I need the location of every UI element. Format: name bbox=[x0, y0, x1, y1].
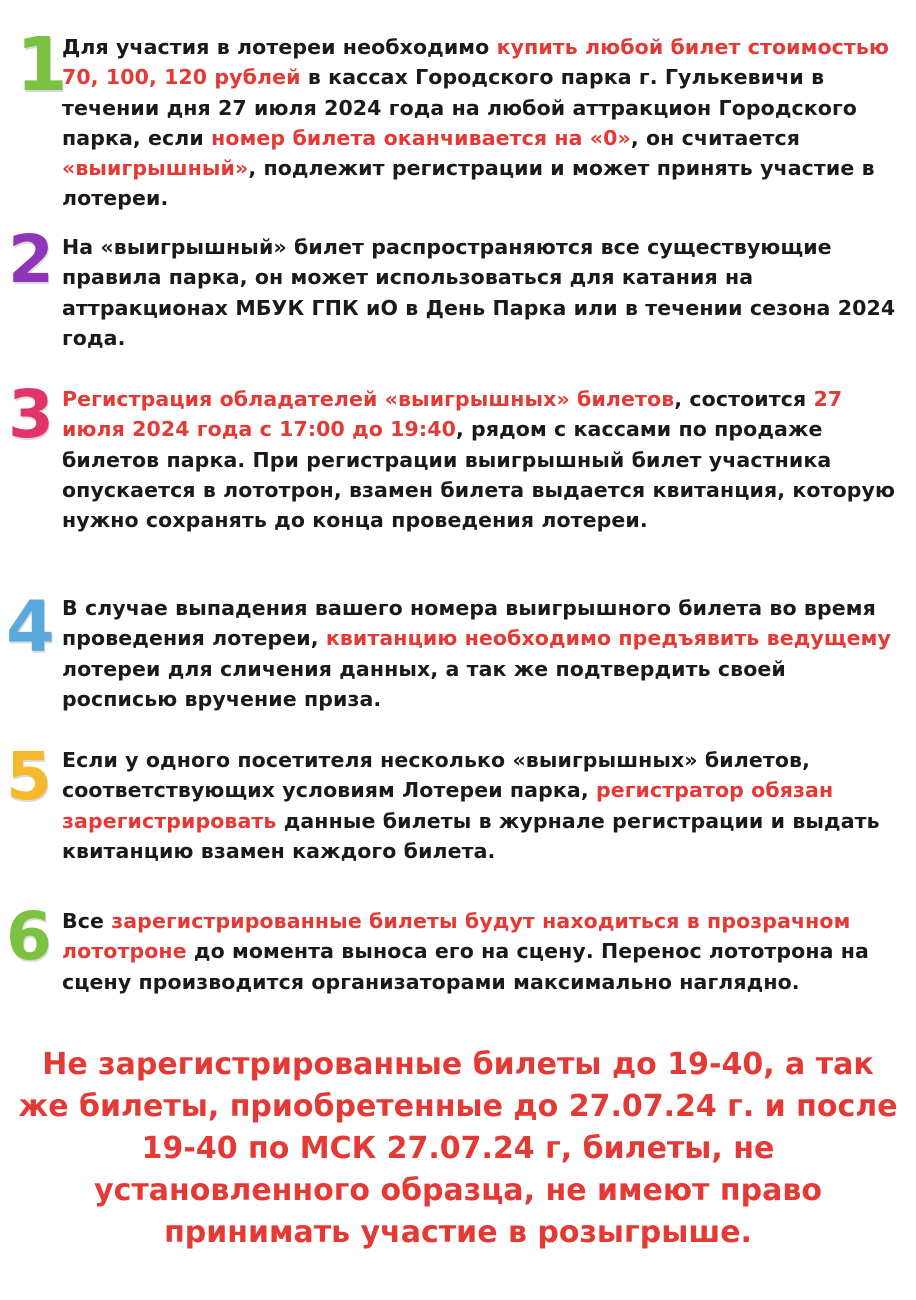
rule-number-1: 1 bbox=[16, 22, 68, 108]
rule-6-segment: Все bbox=[62, 909, 112, 933]
rule-3-highlight: 27 июля 2024 года с 17:00 до 19:40 bbox=[62, 387, 843, 442]
rule-number-2: 2 bbox=[8, 221, 54, 298]
rule-1-segment: , он считается bbox=[630, 125, 800, 150]
rule-5-text bbox=[62, 745, 907, 866]
rule-number-6: 6 bbox=[6, 898, 52, 975]
rule-4-highlight: квитанцию необходимо предъявить ведущему bbox=[325, 626, 891, 651]
rule-1-highlight: купить любой билет стоимостью 70, 100, 120 рублей bbox=[62, 35, 889, 90]
rule-number-3: 3 bbox=[8, 376, 54, 453]
rule-3-text bbox=[62, 384, 907, 535]
rule-5-segment: Если у одного посетителя несколько «выигрышных» билетов, соответствующих условиям Лотереи парка, bbox=[62, 748, 811, 803]
rule-2-text bbox=[62, 232, 907, 353]
rule-3-highlight: Регистрация обладателей «выигрышных» билетов bbox=[62, 387, 675, 411]
rule-1-segment: в кассах Городского парка г. Гулькевичи в течении дня 27 июля 2024 года на любой аттракцион Городского парка, если bbox=[62, 65, 857, 150]
rule-1-segment: Для участия в лотереи необходимо bbox=[62, 35, 497, 59]
rule-number-5: 5 bbox=[6, 738, 52, 815]
rule-6-highlight: зарегистрированные билеты будут находиться в прозрачном лототроне bbox=[62, 909, 851, 964]
rule-3-segment: , рядом с кассами по продаже билетов парка. При регистрации выигрышный билет участника опускается в лототрон, взамен билета выдается квитанция, которую нужно сохранять до конца проведения лотереи. bbox=[62, 417, 896, 533]
rule-3-segment: , состоится bbox=[674, 387, 814, 411]
rule-6-segment: до момента выноса его на сцену. Перенос лототрона на сцену производится организаторами максимально наглядно. bbox=[62, 939, 869, 994]
rule-6-text bbox=[62, 906, 907, 997]
rule-1-highlight: «выигрышный» bbox=[62, 156, 249, 181]
rule-1-segment: , подлежит регистрации и может принять участие в лотереи. bbox=[62, 156, 875, 211]
rule-1-highlight: номер билета оканчивается на «0» bbox=[211, 125, 631, 150]
rule-2-segment: На «выигрышный» билет распространяются все существующие правила парка, он может использоваться для катания на аттракционах МБУК ГПК иО в День Парка или в течении сезона 2024 года. bbox=[62, 235, 896, 350]
rule-4-segment: лотереи для сличения данных, а так же подтвердить своей росписью вручение приза. bbox=[62, 656, 786, 711]
rule-4-segment: В случае выпадения вашего номера выигрышного билета во время проведения лотереи, bbox=[62, 596, 876, 651]
rule-4-text bbox=[62, 593, 907, 714]
rule-5-segment: данные билеты в журнале регистрации и выдать квитанцию взамен каждого билета. bbox=[62, 808, 880, 863]
rule-number-4: 4 bbox=[6, 586, 55, 668]
rule-1-text bbox=[62, 32, 907, 214]
footer-warning: Не зарегистрированные билеты до 19-40, а так же билеты, приобретенные до 27.07.24 г. и после 19-40 по МСК 27.07.24 г, билеты, не установленного образца, не имеют право принимать участие в розыгрыше. bbox=[18, 1047, 898, 1250]
rule-5-highlight: регистратор обязан зарегистрировать bbox=[62, 778, 834, 833]
